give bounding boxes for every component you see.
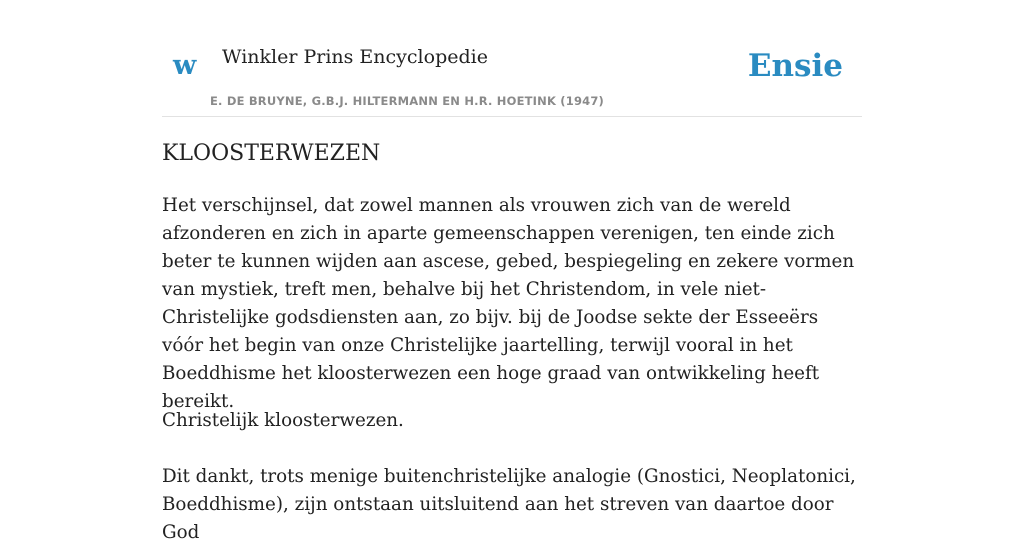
encyclopedia-logo[interactable]: w xyxy=(173,50,197,81)
encyclopedia-title[interactable]: Winkler Prins Encyclopedie xyxy=(222,46,488,68)
site-header xyxy=(162,0,862,117)
article-paragraph: Dit dankt, trots menige buitenchristelijke analogie (Gnostici, Neoplatonici, Boeddhisme), zijn ontstaan uitsluitend aan het streven van daartoe door God xyxy=(162,466,856,543)
encyclopedia-authors: E. DE BRUYNE, G.B.J. HILTERMANN EN H.R. HOETINK (1947) xyxy=(210,94,605,108)
article-subheading: Christelijk kloosterwezen. xyxy=(162,410,404,431)
page xyxy=(162,0,862,543)
article-paragraph: Het verschijnsel, dat zowel mannen als vrouwen zich van de wereld afzonderen en zich in aparte gemeenschappen verenigen, ten einde zich beter te kunnen wijden aan ascese, gebed, bespiegeling en zekere vormen van mystiek, treft men, behalve bij het Christendom, in vele niet-Christelijke godsdiensten aan, zo bijv. bij de Joodse sekte der Esseeërs vóór het begin van onze Christelijke jaartelling, terwijl vooral in het Boeddhisme het kloosterwezen een hoge graad van ontwikkeling heeft bereikt. xyxy=(162,195,855,412)
brand-logo[interactable]: Ensie xyxy=(747,48,843,84)
article-title: KLOOSTERWEZEN xyxy=(162,141,381,166)
